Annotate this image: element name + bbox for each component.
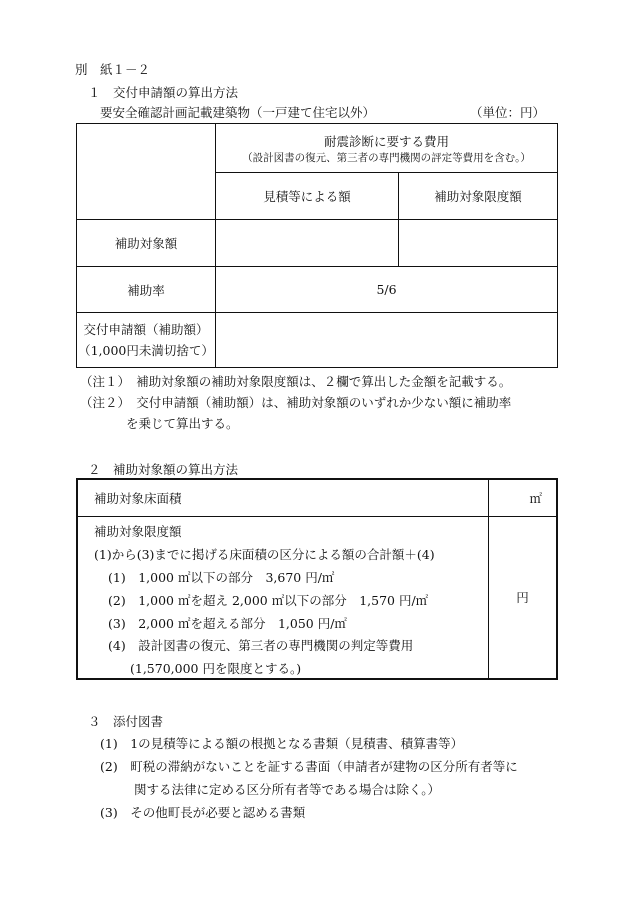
appendix-label: 別 紙１－２ xyxy=(75,62,151,77)
attachment-2-line2: 関する法律に定める区分所有者等である場合は除く。） xyxy=(134,782,441,797)
formula: (1)から(3)までに掲げる床面積の区分による額の合計額＋(4) xyxy=(94,546,435,562)
row-subsidy-target: 補助対象額 xyxy=(77,220,216,267)
attachment-2-line1: (2) 町税の滞納がないことを証する書面（申請者が建物の区分所有者等に xyxy=(100,759,518,774)
limit-label: 補助対象限度額 xyxy=(94,523,182,539)
floor-area-unit: ㎡ xyxy=(489,479,558,516)
note-2-line2: を乗じて算出する。 xyxy=(126,416,239,431)
cell-limit-amount[interactable] xyxy=(399,220,558,267)
cell-estimate-amount[interactable] xyxy=(216,220,399,267)
col-estimate: 見積等による額 xyxy=(216,173,399,220)
corner-cell xyxy=(77,124,216,220)
section1-title: １ 交付申請額の算出方法 xyxy=(88,85,239,100)
note-2-line1: （注２） 交付申請額（補助額）は、補助対象額のいずれか少ない額に補助率 xyxy=(80,395,512,410)
building-type: 要安全確認計画記載建築物（一戸建て住宅以外） xyxy=(100,105,376,120)
cost-header xyxy=(216,124,558,173)
attachment-1: (1) 1の見積等による額の根拠となる書類（見積書、積算書等） xyxy=(100,736,464,751)
section3-title: ３ 添付図書 xyxy=(88,714,164,729)
limit-unit: 円 xyxy=(489,516,558,679)
cost-note: （設計図書の復元、第三者の専門機関の評定等費用を含む。） xyxy=(242,151,531,164)
application-table xyxy=(76,123,558,368)
row-application xyxy=(77,313,216,368)
row-rate: 補助率 xyxy=(77,267,216,313)
item-4-limit: (1,570,000 円を限度とする。) xyxy=(130,660,302,676)
note-1: （注１） 補助対象額の補助対象限度額は、２欄で算出した金額を記載する。 xyxy=(80,374,512,389)
row-application-note: （1,000円未満切捨て） xyxy=(78,343,214,358)
attachment-3: (3) その他町長が必要と認める書類 xyxy=(100,805,306,820)
floor-area-label: 補助対象床面積 xyxy=(77,479,489,516)
item-3: (3) 2,000 ㎡を超える部分 1,050 円/㎡ xyxy=(108,615,347,631)
calculation-table xyxy=(76,478,558,680)
cost-heading: 耐震診断に要する費用 xyxy=(323,133,449,149)
cell-application-amount[interactable] xyxy=(216,313,558,368)
section2-title: ２ 補助対象額の算出方法 xyxy=(88,462,239,477)
col-limit: 補助対象限度額 xyxy=(399,173,558,220)
unit-label: （単位：円） xyxy=(470,105,546,120)
rate-value: 5/6 xyxy=(216,267,558,313)
item-1: (1) 1,000 ㎡以下の部分 3,670 円/㎡ xyxy=(108,569,335,585)
item-4: (4) 設計図書の復元、第三者の専門機関の判定等費用 xyxy=(108,637,414,653)
row-application-label: 交付申請額（補助額） xyxy=(83,322,209,337)
limit-cell xyxy=(77,516,489,679)
item-2: (2) 1,000 ㎡を超え 2,000 ㎡以下の部分 1,570 円/㎡ xyxy=(108,592,429,608)
